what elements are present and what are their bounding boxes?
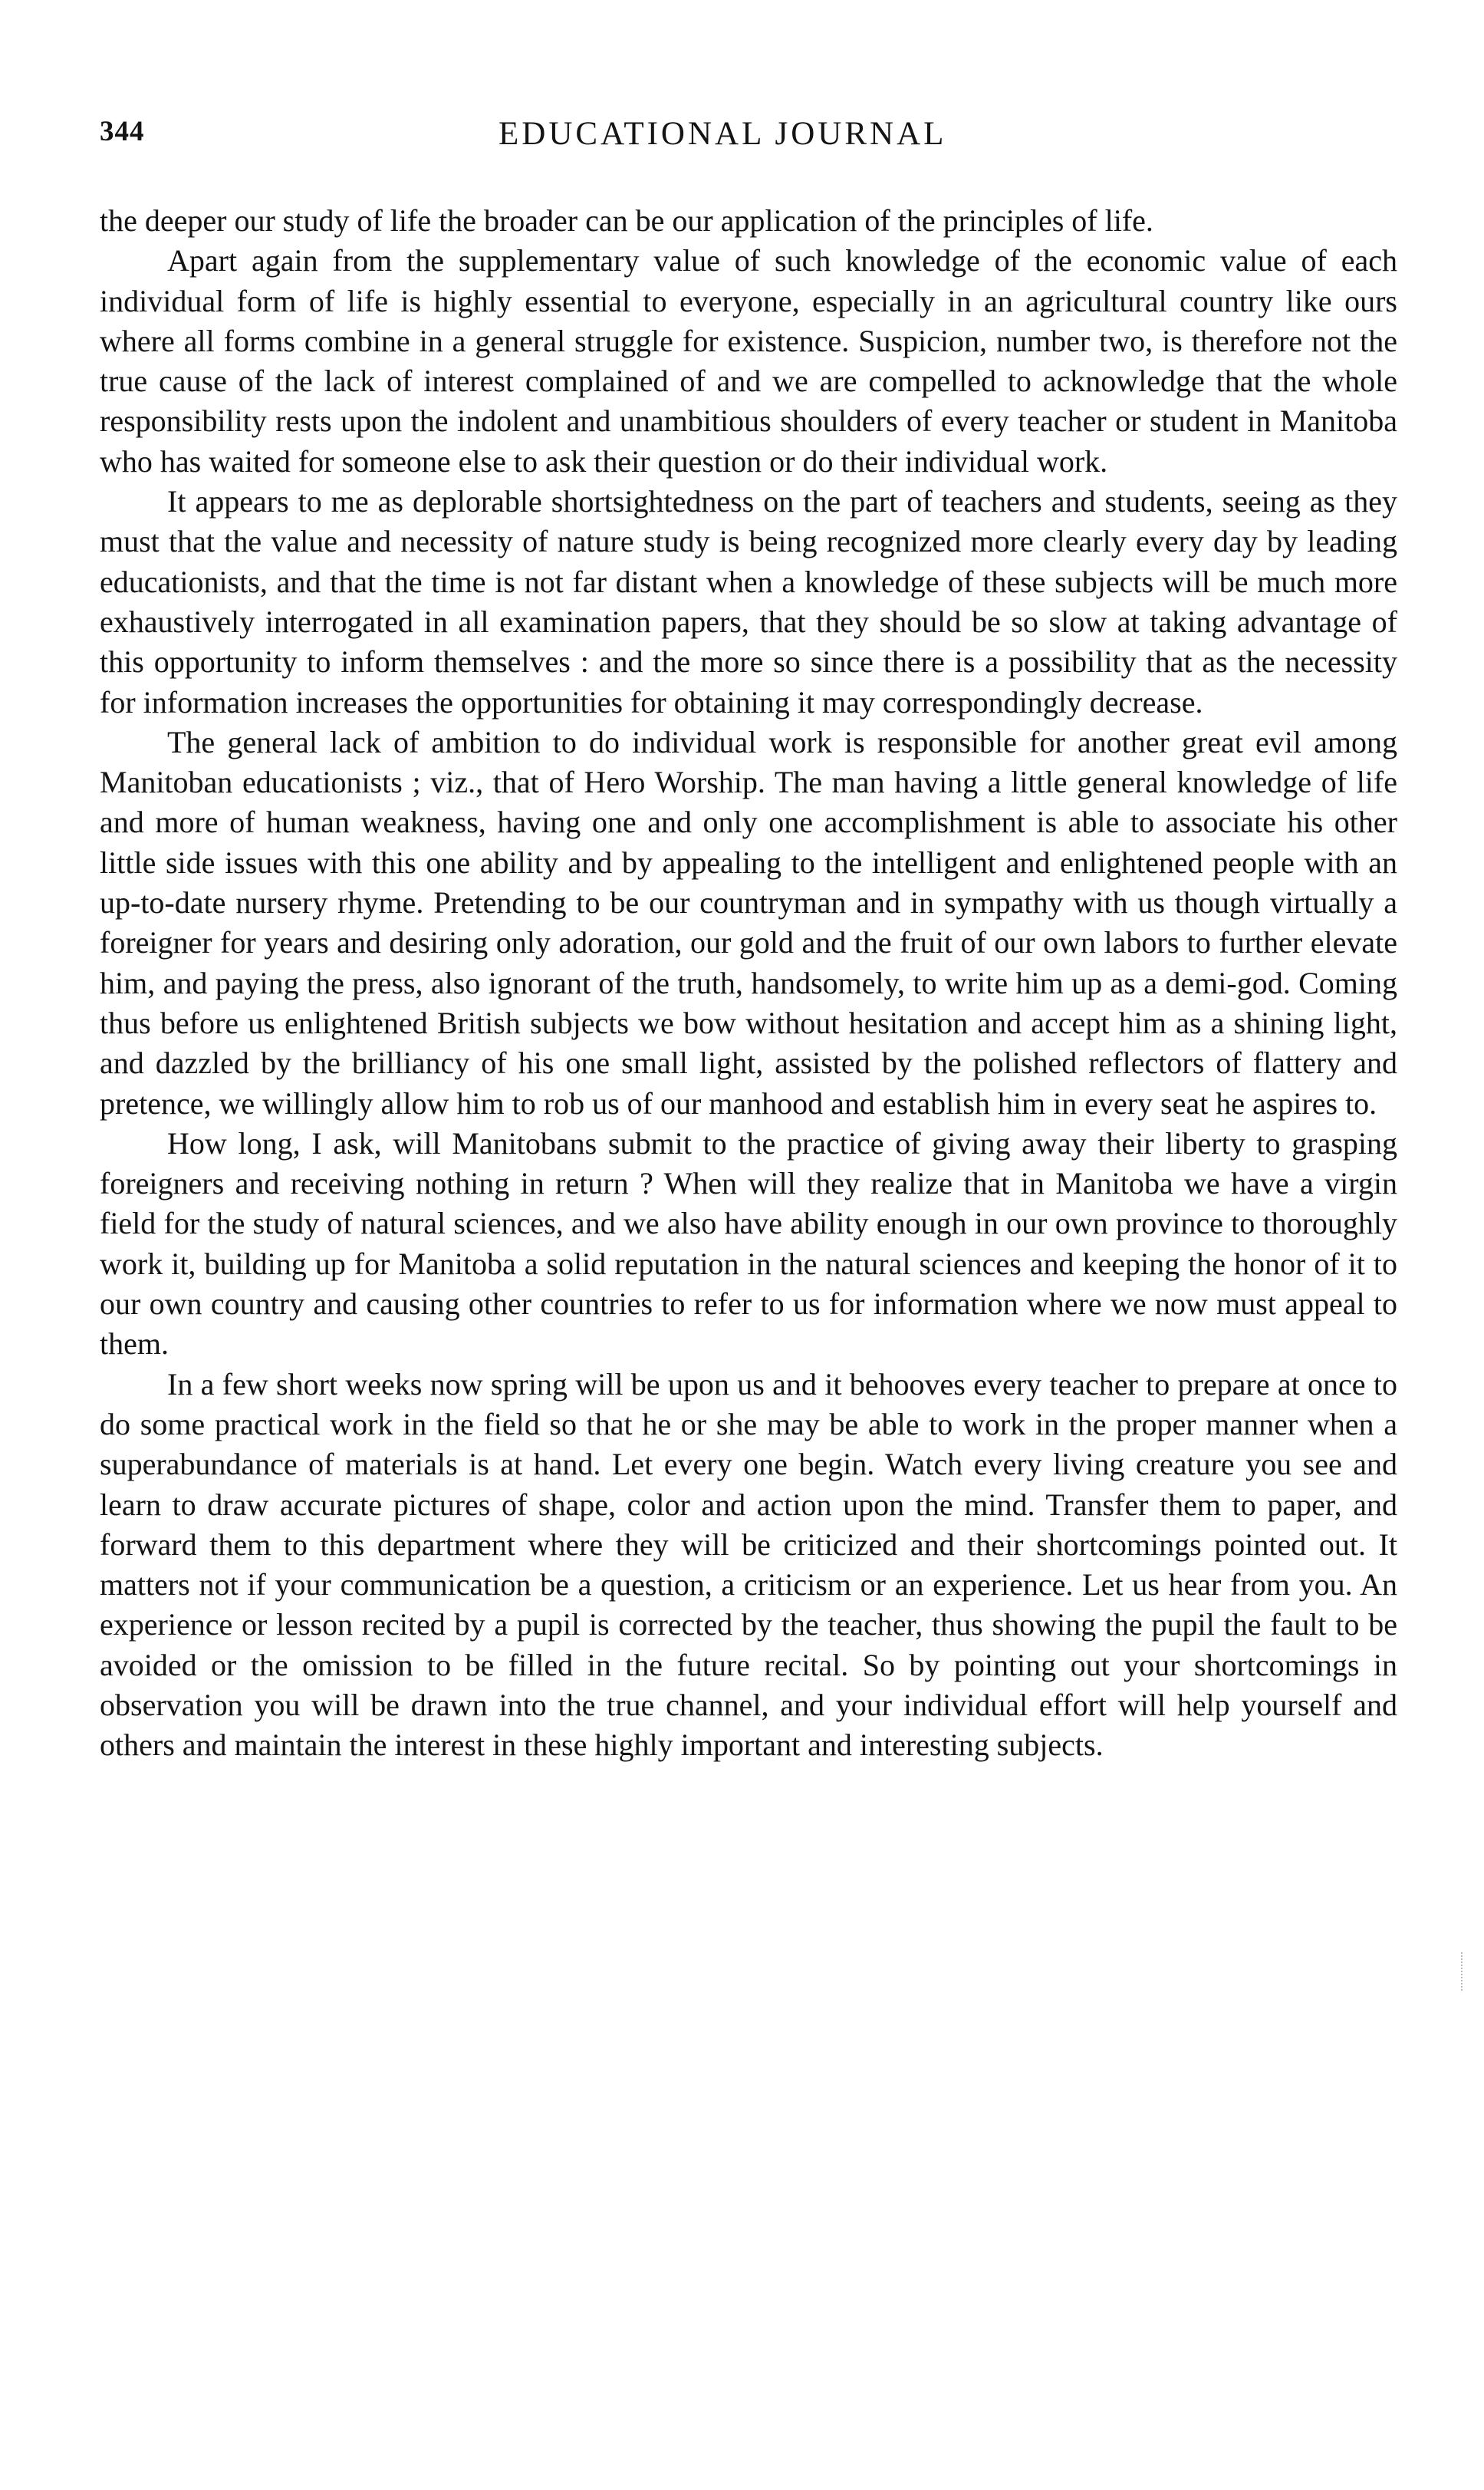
page-number: 344: [100, 116, 145, 147]
paragraph: Apart again from the supplementary value of such knowledge of the economic value of each individual form of life is highly essential to everyone, especially in an agricultural country like ours where all forms combine in a general struggle for existence. Suspicion, number two, is therefore not the true cause of the lack of interest complained of and we are compelled to acknowledge that the whole responsibility rests upon the indolent and unambitious shoulders of every teacher or student in Manitoba who has waited for someone else to ask their question or do their individual work.: [100, 243, 1397, 479]
paragraph-continuation: the deeper our study of life the broader can be our application of the principles of life.: [100, 203, 1153, 238]
paragraph: The general lack of ambition to do individual work is responsible for another great evil among Manitoban educationists ; viz., that of Hero Worship. The man having a little general knowledge of life and more of human weakness, having one and only one accomplishment is able to associate his other little side issues with this one ability and by appealing to the intelligent and enlightened people with an up-to-date nursery rhyme. Pretending to be our countryman and in sympathy with us though virtually a foreigner for years and desiring only adoration, our gold and the fruit of our own labors to further elevate him, and paying the press, also ignorant of the truth, handsomely, to write him up as a demi-god. Coming thus before us enlightened British subjects we bow without hesitation and accept him as a shining light, and dazzled by the brilliancy of his one small light, assisted by the polished reflectors of flattery and pretence, we willingly allow him to rob us of our manhood and establish him in every seat he aspires to.: [100, 724, 1397, 1121]
article-body: [100, 201, 1397, 1766]
paragraph: It appears to me as deplorable shortsightedness on the part of teachers and students, seeing as they must that the value and necessity of nature study is being recognized more clearly every day by leading educationists, and that the time is not far distant when a knowledge of these subjects will be much more exhaustively interrogated in all examination papers, that they should be so slow at taking advantage of this opportunity to inform themselves : and the more so since there is a possibility that as the necessity for information increases the opportunities for obtaining it may correspondingly decrease.: [100, 484, 1397, 720]
running-title: EDUCATIONAL JOURNAL: [499, 116, 947, 152]
paragraph: How long, I ask, will Manitobans submit to the practice of giving away their liberty to grasping foreigners and receiving nothing in return ? When will they realize that in Manitoba we have a virgin field for the study of natural sciences, and we also have ability enough in our own province to thoroughly work it, building up for Manitoba a solid reputation in the natural sciences and keeping the honor of it to our own country and causing other countries to refer to us for information where we now must appeal to them.: [100, 1125, 1397, 1362]
scan-margin-mark: [1461, 1952, 1464, 1991]
paragraph: In a few short weeks now spring will be upon us and it behooves every teacher to prepare at once to do some practical work in the field so that he or she may be able to work in the proper manner when a superabundance of materials is at hand. Let every one begin. Watch every living creature you see and learn to draw accurate pictures of shape, color and action upon the mind. Transfer them to paper, and forward them to this department where they will be criticized and their shortcomings pointed out. It matters not if your communication be a question, a criticism or an experience. Let us hear from you. An experience or lesson recited by a pupil is corrected by the teacher, thus showing the pupil the fault to be avoided or the omission to be filled in the future recital. So by pointing out your shortcomings in observation you will be drawn into the true channel, and your individual effort will help yourself and others and maintain the interest in these highly important and interesting subjects.: [100, 1366, 1397, 1763]
page-header: [100, 115, 1403, 161]
